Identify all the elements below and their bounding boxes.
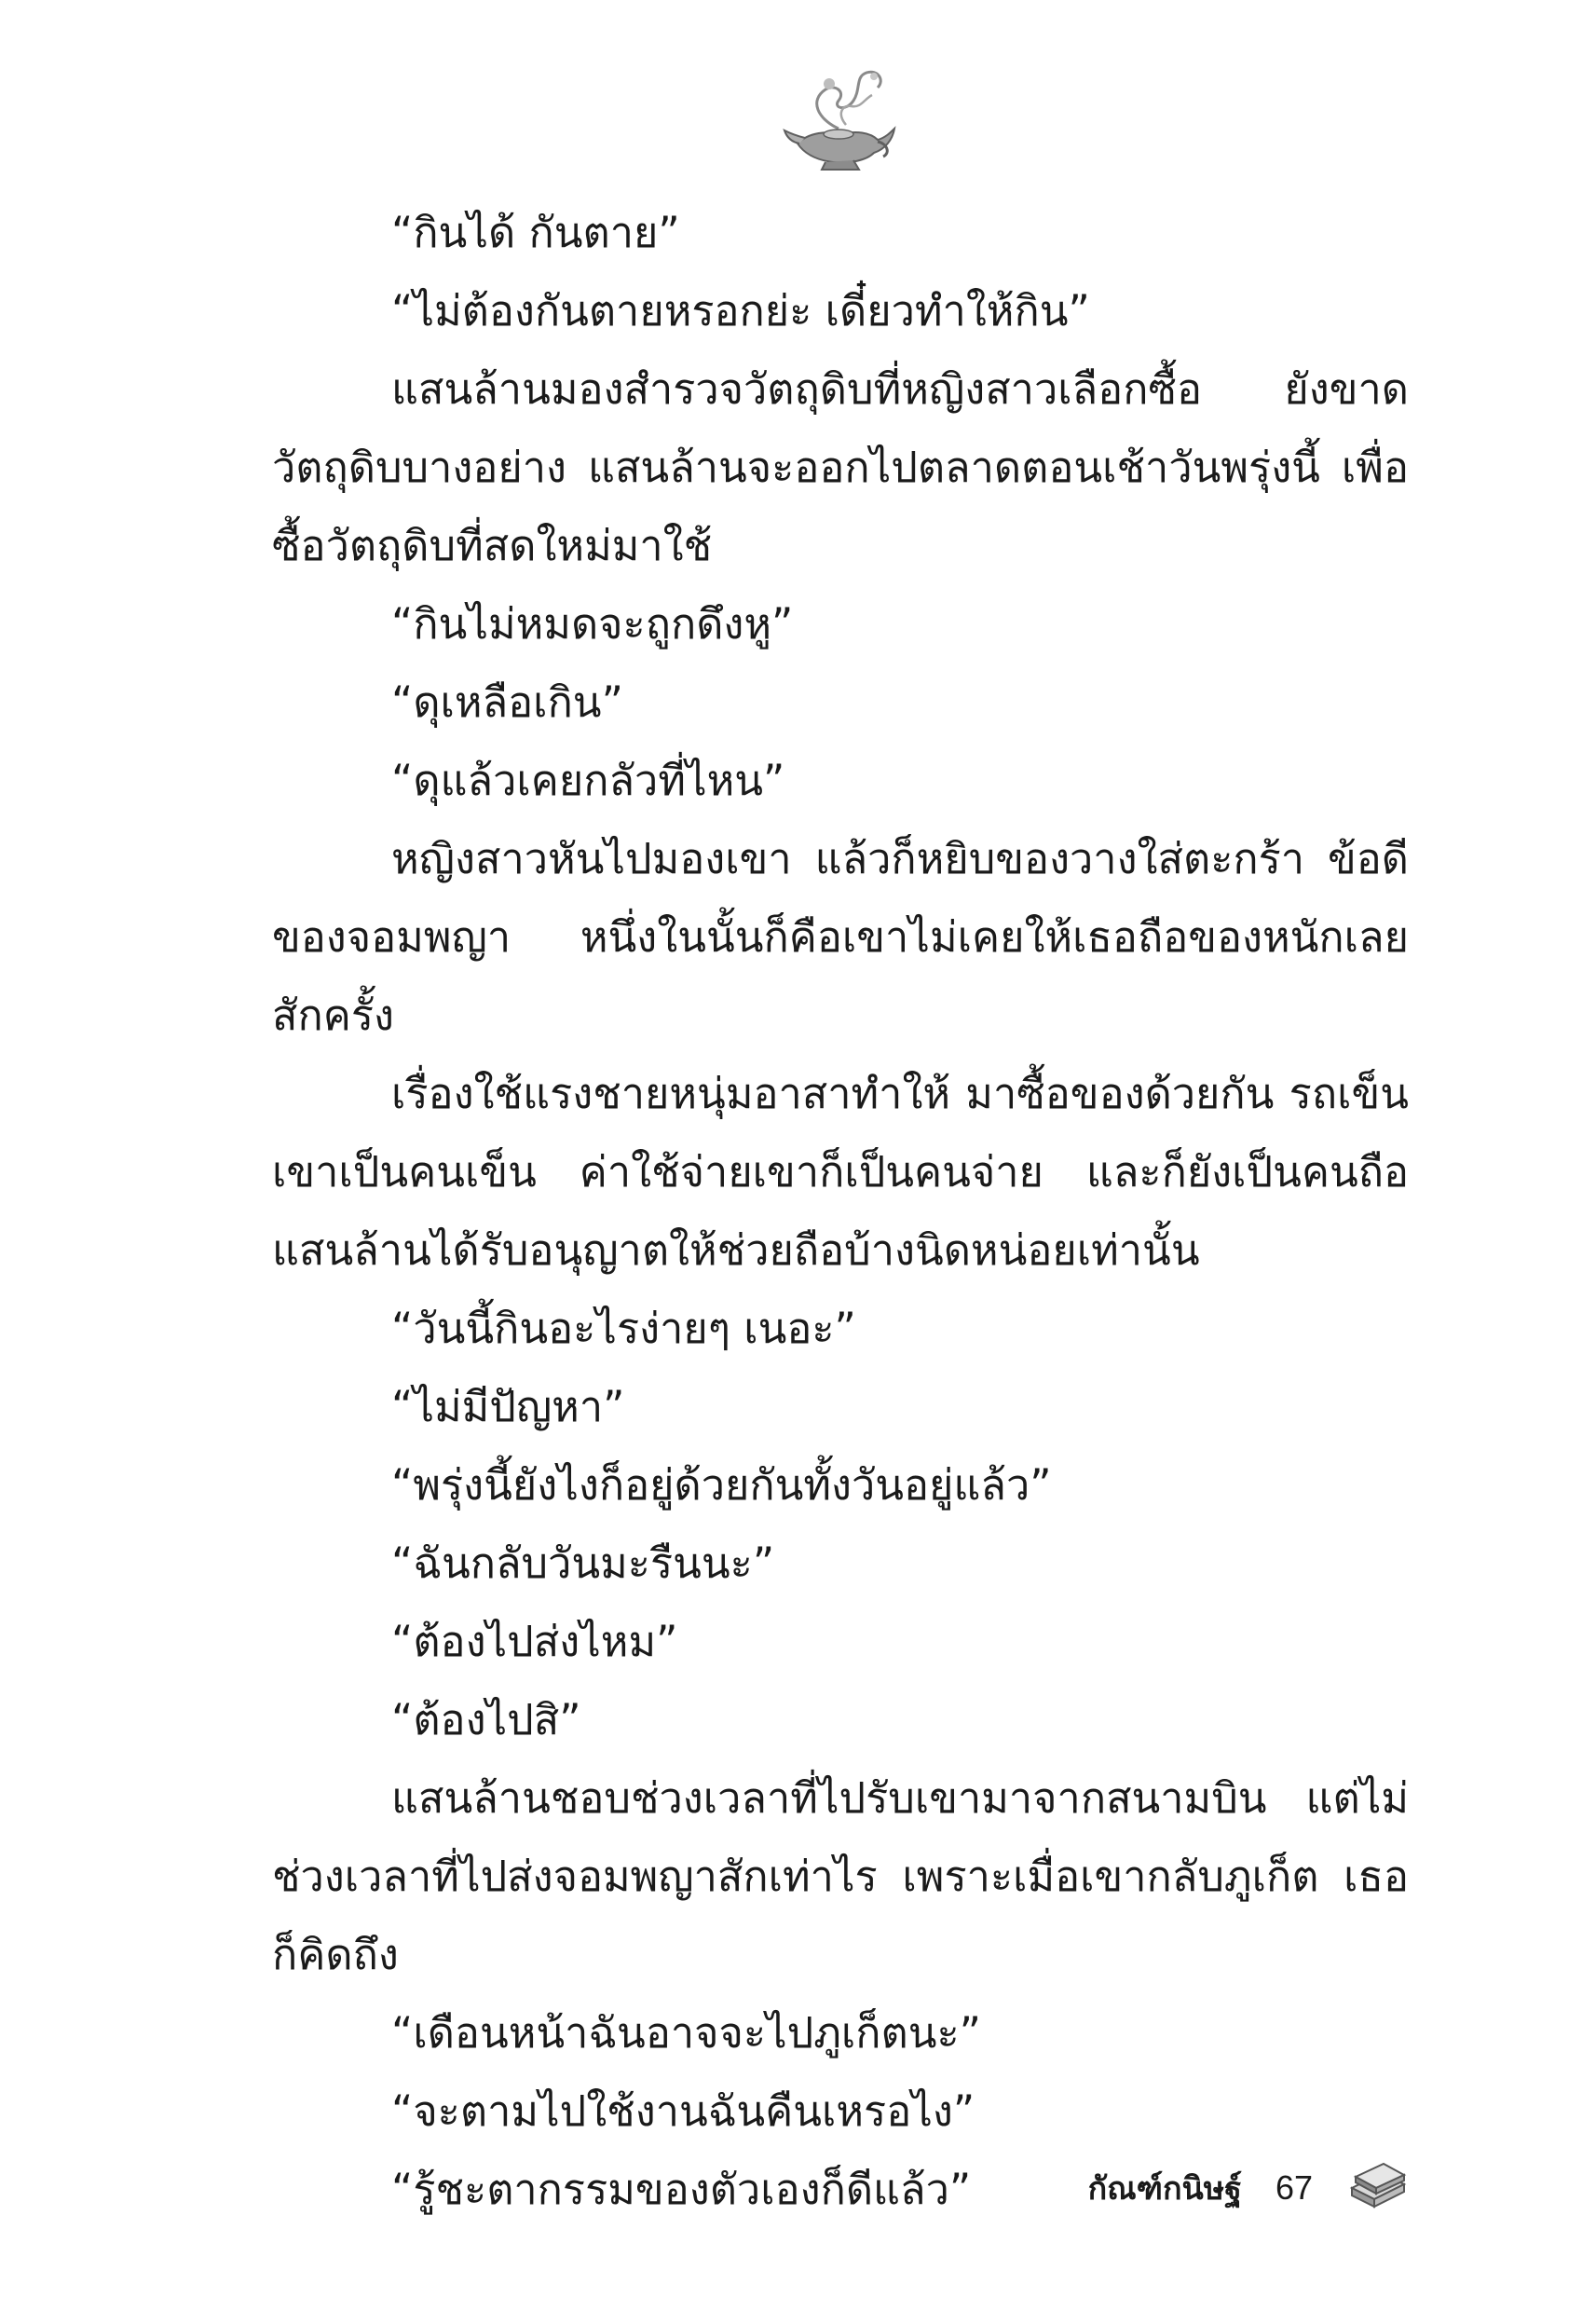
magic-lamp-icon [781, 63, 902, 175]
text-line: ซื้อวัตถุดิบที่สดใหม่มาใช้ [272, 521, 713, 570]
text-line: “เดือนหน้าฉันอาจจะไปภูเก็ตนะ” [391, 2008, 981, 2058]
text-line: “กินได้ กันตาย” [391, 208, 680, 257]
running-footer-title: กัณฑ์กนิษฐ์ [1087, 2170, 1242, 2208]
text-line: “พรุ่งนี้ยังไงก็อยู่ด้วยกันทั้งวันอยู่แล้ว” [391, 1460, 1052, 1510]
text-line: “กินไม่หมดจะถูกดึงหู” [391, 599, 794, 649]
text-line: เรื่องใช้แรงชายหนุ่มอาสาทำให้ มาซื้อของด้วยกัน รถเข็น [391, 1069, 1409, 1118]
text-line: ของจอมพญา หนึ่งในนั้นก็คือเขาไม่เคยให้เธอถือของหนักเลย [272, 912, 1409, 962]
page-number: 67 [1275, 2168, 1313, 2207]
text-line: “ดุแล้วเคยกลัวที่ไหน” [391, 756, 785, 805]
text-line: วัตถุดิบบางอย่าง แสนล้านจะออกไปตลาดตอนเช้าวันพรุ่งนี้ เพื่อ [272, 443, 1409, 492]
text-line: “วันนี้กินอะไรง่ายๆ เนอะ” [391, 1304, 856, 1353]
text-line: “รู้ชะตากรรมของตัวเองก็ดีแล้ว” [391, 2165, 972, 2214]
text-line: เขาเป็นคนเข็น ค่าใช้จ่ายเขาก็เป็นคนจ่าย และก็ยังเป็นคนถือ [272, 1147, 1409, 1197]
text-line: แสนล้านได้รับอนุญาตให้ช่วยถือบ้างนิดหน่อยเท่านั้น [272, 1225, 1200, 1275]
text-line: ก็คิดถึง [272, 1930, 399, 1979]
text-line: แสนล้านมองสำรวจวัตถุดิบที่หญิงสาวเลือกซื้อ ยังขาด [391, 364, 1409, 414]
text-line: สักครั้ง [272, 991, 394, 1040]
body-text [272, 194, 1409, 2229]
text-line: “ไม่มีปัญหา” [391, 1382, 625, 1431]
text-line: “ต้องไปสิ” [391, 1695, 581, 1744]
text-line: “จะตามไปใช้งานฉันคืนเหรอไง” [391, 2086, 975, 2136]
text-line: “ไม่ต้องกันตายหรอกย่ะ เดี๋ยวทำให้กิน” [391, 286, 1090, 335]
text-line: หญิงสาวหันไปมองเขา แล้วก็หยิบของวางใส่ตะกร้า ข้อดี [391, 834, 1409, 883]
text-line: “ฉันกลับวันมะรืนนะ” [391, 1538, 775, 1588]
stacked-books-icon [1346, 2160, 1410, 2216]
text-line: แสนล้านชอบช่วงเวลาที่ไปรับเขามาจากสนามบิน แต่ไม่ [391, 1773, 1409, 1823]
text-line: ช่วงเวลาที่ไปส่งจอมพญาสักเท่าไร เพราะเมื่อเขากลับภูเก็ต เธอ [272, 1852, 1409, 1901]
text-line: “ดุเหลือเกิน” [391, 677, 623, 727]
page-footer [1088, 2160, 1410, 2216]
text-line: “ต้องไปส่งไหม” [391, 1617, 678, 1666]
